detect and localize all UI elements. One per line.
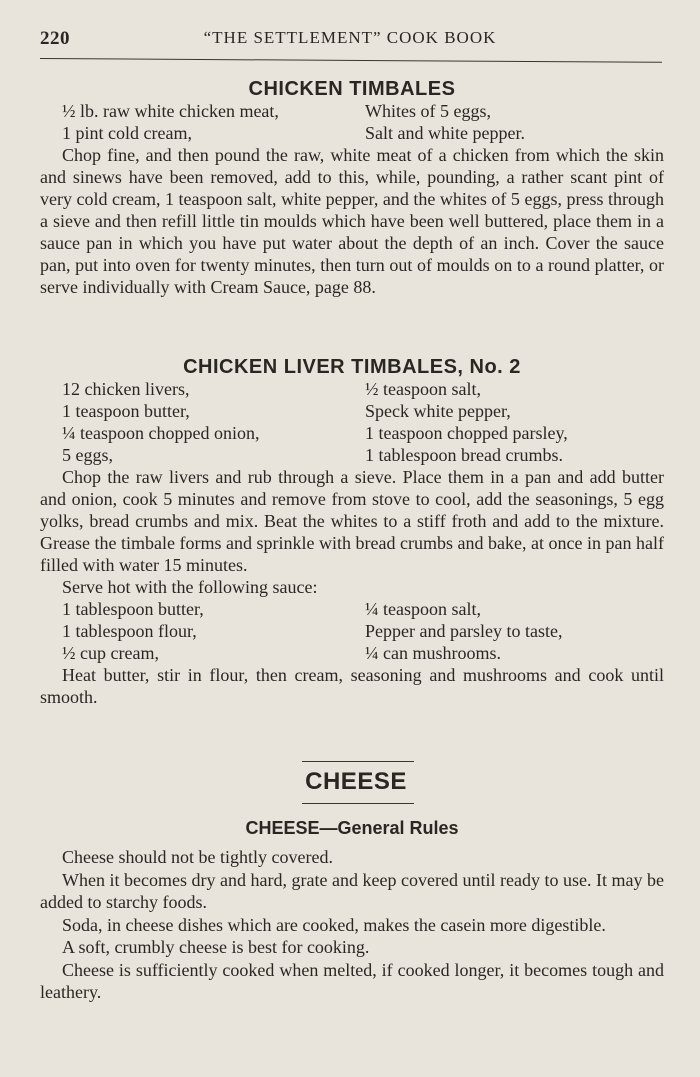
rule-paragraph: Soda, in cheese dishes which are cooked, makes the casein more digestible. [62,914,606,935]
section-rule-bottom [302,803,414,804]
ingredient-row [40,122,664,144]
header-rule [40,58,662,63]
ingredient: 1 tablespoon flour, [62,621,197,641]
ingredient: ½ teaspoon salt, [365,379,481,399]
ingredient-row [40,598,664,620]
ingredient: ¼ can mushrooms. [365,643,501,663]
ingredient-row [40,620,664,642]
cheese-rules [40,846,664,1004]
ingredient-list [40,100,664,144]
sauce-method: Heat butter, stir in flour, then cream, seasoning and mushrooms and cook until smooth. [40,665,664,707]
subsection-title: CHEESE—General Rules [245,818,459,838]
ingredient: 5 eggs, [62,445,113,465]
ingredient: ¼ teaspoon salt, [365,599,481,619]
sauce-ingredient-list [40,598,664,664]
rule-paragraph: Cheese is sufficiently cooked when melted, if cooked longer, it becomes tough and leathery. [40,959,664,1002]
ingredient: 1 pint cold cream, [62,123,192,143]
ingredient-row [40,100,664,122]
ingredient: ½ lb. raw white chicken meat, [62,101,279,121]
ingredient: ¼ teaspoon chopped onion, [62,423,260,443]
ingredient-row [40,378,664,400]
recipe-chicken-liver-timbales [40,356,664,708]
ingredient: 12 chicken livers, [62,379,190,399]
rule-paragraph: Cheese should not be tightly covered. [62,847,333,867]
ingredient: Whites of 5 eggs, [365,101,491,121]
recipe-title: CHICKEN LIVER TIMBALES, No. 2 [183,356,521,378]
rule-paragraph: A soft, crumbly cheese is best for cooking. [62,937,370,957]
ingredient: ½ cup cream, [62,643,159,663]
ingredient: 1 teaspoon butter, [62,401,190,421]
section-rule-top [302,761,414,762]
recipe-chicken-timbales [40,78,664,298]
section-title: CHEESE [305,768,407,795]
ingredient: 1 teaspoon chopped parsley, [365,423,568,443]
sauce-intro: Serve hot with the following sauce: [62,577,318,597]
recipe-method: Chop the raw livers and rub through a sieve. Place them in a pan and add butter and onion, cook 5 minutes and remove from stove to cool, add the seasonings, 5 egg yolks, bread crumbs and mix. Beat the whites to a stiff froth and add to the mixture. Grease the timbale forms and sprinkle with bread crumbs and bake, at once in pan half filled with water 15 minutes. [40,467,664,575]
ingredient-row [40,444,664,466]
ingredient-row [40,642,664,664]
ingredient: Pepper and parsley to taste, [365,621,563,641]
ingredient: 1 tablespoon butter, [62,599,204,619]
ingredient: 1 tablespoon bread crumbs. [365,445,563,465]
ingredient: Salt and white pepper. [365,123,525,143]
rule-paragraph: When it becomes dry and hard, grate and keep covered until ready to use. It may be added to starchy foods. [40,869,664,912]
recipe-method: Chop fine, and then pound the raw, white meat of a chicken from which the skin and sinews have been removed, add to this, while, pounding, a rather scant pint of very cold cream, 1 teaspoon salt, white pepper, and the whites of 5 eggs, press through a sieve and then refill little tin moulds which have been well buttered, place them in a sauce pan in which you have put water about the depth of an inch. Cover the sauce pan, put into oven for twenty minutes, then turn out of moulds on to a round platter, or serve individually with Cream Sauce, page 88. [40,145,664,297]
ingredient-list [40,378,664,466]
page-number: 220 [40,28,70,49]
running-head [40,26,660,52]
ingredient: Speck white pepper, [365,401,511,421]
ingredient-row [40,422,664,444]
ingredient-row [40,400,664,422]
recipe-title: CHICKEN TIMBALES [248,78,456,100]
running-title: “THE SETTLEMENT” COOK BOOK [203,28,497,47]
